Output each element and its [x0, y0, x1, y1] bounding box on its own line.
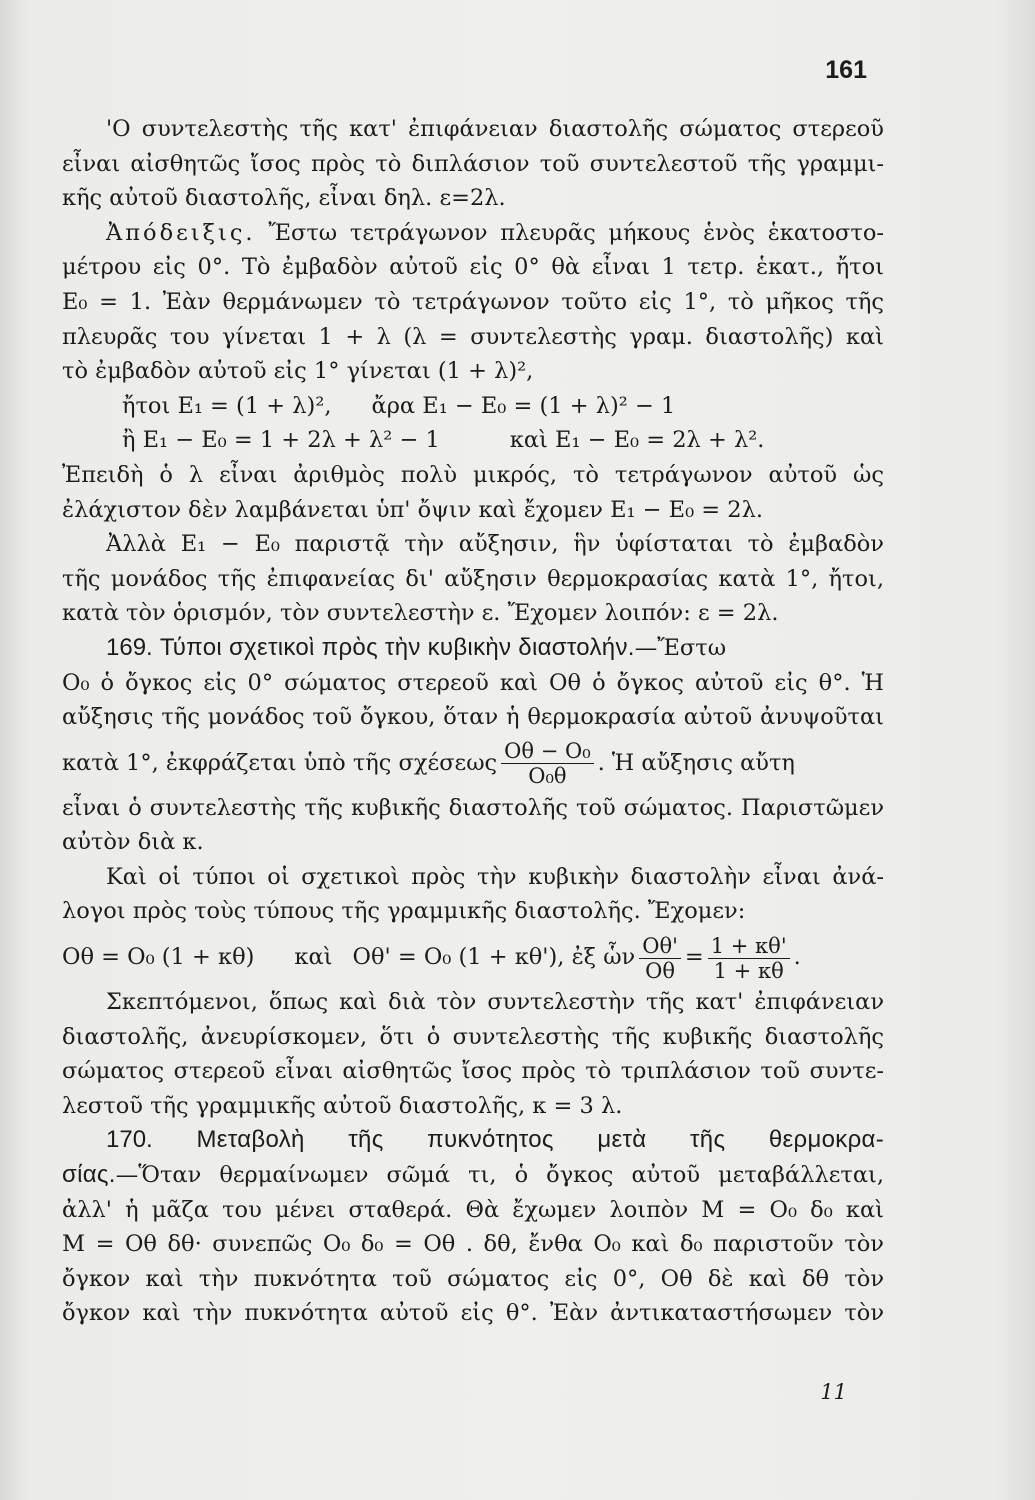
formula-line: [62, 929, 884, 985]
text-line: M = Oθ δθ· συνεπῶς O₀ δ₀ = Oθ . δθ, ἔνθα O₀ καὶ δ₀ παριστοῦν τὸν: [62, 1231, 884, 1258]
fraction-numerator: Oθ − O₀: [501, 739, 593, 764]
equation-line: [62, 423, 884, 458]
section-lead: —Ἔστω: [634, 634, 727, 661]
fraction: [708, 934, 790, 983]
formula: Oθ = O₀ (1 + κθ): [62, 944, 255, 971]
signature-mark: 11: [820, 1380, 847, 1404]
text-line: κῆς αὐτοῦ διαστολῆς, εἶναι δηλ. ε=2λ.: [62, 185, 506, 212]
text-line: κατὰ τὸν ὁρισμόν, τὸν συντελεστὴν ε. Ἔχομεν λοιπόν: ε = 2λ.: [62, 600, 779, 627]
text-line: ὄγκον καὶ τὴν πυκνότητα τοῦ σώματος εἰς 0°, Oθ δὲ καὶ δθ τὸν: [62, 1265, 884, 1292]
text-line: πλευρᾶς του γίνεται 1 + λ (λ = συντελεστὴς γραμ. διαστολῆς) καὶ: [62, 323, 884, 350]
text-line: Ἐπειδὴ ὁ λ εἶναι ἀριθμὸς πολὺ μικρός, τὸ τετράγωνον αὐτοῦ ὡς: [62, 461, 884, 488]
section-title: σίας.: [62, 1161, 116, 1189]
fraction-denominator: O₀θ: [528, 764, 567, 789]
equation: ἤτοι E₁ = (1 + λ)²,: [122, 392, 332, 419]
formula-and: καὶ: [294, 944, 333, 971]
fraction-denominator: Oθ: [645, 958, 675, 983]
proof-label: Ἀπόδειξις.: [106, 219, 256, 246]
text-line: 'Ο συντελεστὴς τῆς κατ' ἐπιφάνειαν διαστολῆς σώματος στερεοῦ: [106, 116, 884, 142]
text-line: ἀλλ' ἡ μᾶζα του μένει σταθερά. Θὰ ἔχωμεν λοιπὸν M = O₀ δ₀ καὶ: [62, 1196, 884, 1223]
section-number: 169.: [106, 633, 153, 661]
formula-end: .: [793, 944, 801, 971]
text-line: αὐτὸν διὰ κ.: [62, 829, 204, 856]
text-line: Καὶ οἱ τύποι οἱ σχετικοὶ πρὸς τὴν κυβικὴν διαστολὴν εἶναι ἀνά-: [106, 863, 884, 890]
section-heading-169: [62, 631, 884, 666]
text-line: διαστολῆς, ἀνευρίσκομεν, ὅτι ὁ συντελεστὴς τῆς κυβικῆς διαστολῆς: [62, 1023, 884, 1050]
ratio-line: [62, 735, 884, 791]
fraction: [501, 739, 593, 788]
text-line: ἐλάχιστον δὲν λαμβάνεται ὑπ' ὄψιν καὶ ἔχομεν E₁ − E₀ = 2λ.: [62, 496, 764, 523]
fraction-numerator: Oθ': [639, 934, 681, 959]
text-line: τῆς μονάδος τῆς ἐπιφανείας δι' αὔξησιν θερμοκρασίας κατὰ 1°, ἤτοι,: [62, 565, 884, 592]
page-number: 161: [825, 56, 867, 84]
text-line: Ἀλλὰ E₁ − E₀ παριστᾷ τὴν αὔξησιν, ἣν ὑφίσταται τὸ ἐμβαδὸν: [106, 531, 884, 558]
text-line: E₀ = 1. Ἐὰν θερμάνωμεν τὸ τετράγωνον τοῦτο εἰς 1°, τὸ μῆκος τῆς: [62, 288, 884, 315]
text-line: λογοι πρὸς τοὺς τύπους τῆς γραμμικῆς διαστολῆς. Ἔχομεν:: [62, 898, 746, 925]
equation-line: [62, 389, 884, 424]
equation: ἄρα E₁ − E₀ = (1 + λ)² − 1: [371, 392, 676, 419]
page-text: [62, 112, 884, 1331]
text-line: μέτρου εἰς 0°. Τὸ ἐμβαδὸν αὐτοῦ εἰς 0° θὰ εἶναι 1 τετρ. ἑκατ., ἤτοι: [62, 254, 884, 281]
text-line: Σκεπτόμενοι, ὅπως καὶ διὰ τὸν συντελεστὴν τῆς κατ' ἐπιφάνειαν: [106, 989, 884, 1016]
section-heading-170-cont: [62, 1158, 884, 1193]
section-number: 170.: [106, 1126, 153, 1154]
fraction-numerator: 1 + κθ': [708, 934, 790, 959]
section-heading-170: [62, 1123, 884, 1158]
equation: ἢ E₁ − E₀ = 1 + 2λ + λ² − 1: [122, 427, 440, 454]
text-line: εἶναι αἰσθητῶς ἴσος πρὸς τὸ διπλάσιον τοῦ συντελεστοῦ τῆς γραμμι-: [62, 150, 884, 177]
text-line: αὔξησις τῆς μονάδος τοῦ ὄγκου, ὅταν ἡ θερμοκρασία αὐτοῦ ἀνυψοῦται: [62, 704, 884, 731]
formula-equals: =: [684, 944, 704, 971]
ratio-text: . Ἡ αὔξησις αὔτη: [597, 749, 795, 776]
section-title: Τύποι σχετικοὶ πρὸς τὴν κυβικὴν διαστολήν.: [159, 633, 635, 661]
formula-from: ἐξ ὧν: [571, 944, 636, 971]
text-line: σώματος στερεοῦ εἶναι αἰσθητῶς ἴσος πρὸς τὸ τριπλάσιον τοῦ συντε-: [62, 1058, 884, 1085]
formula: Oθ' = O₀ (1 + κθ'),: [352, 944, 565, 971]
proof-text: Ἔστω τετράγωνον πλευρᾶς μήκους ἑνὸς ἑκατοστο-: [268, 219, 884, 246]
ratio-text: κατὰ 1°, ἐκφράζεται ὑπὸ τῆς σχέσεως: [62, 749, 498, 776]
text-line: O₀ ὁ ὄγκος εἰς 0° σώματος στερεοῦ καὶ Oθ ὁ ὄγκος αὐτοῦ εἰς θ°. Ἡ: [62, 669, 884, 696]
section-lead: —Ὅταν θερμαίνωμεν σῶμά τι, ὁ ὄγκος αὐτοῦ μεταβάλλεται,: [115, 1162, 884, 1189]
section-title: Μεταβολὴ τῆς πυκνότητος μετὰ τῆς θερμοκρα-: [196, 1126, 884, 1154]
text-line: λεστοῦ τῆς γραμμικῆς αὐτοῦ διαστολῆς, κ = 3 λ.: [62, 1092, 623, 1119]
text-line: ὄγκον καὶ τὴν πυκνότητα αὐτοῦ εἰς θ°. Ἐὰν ἀντικαταστήσωμεν τὸν: [62, 1300, 884, 1327]
fraction-denominator: 1 + κθ: [713, 958, 784, 983]
equation: καὶ E₁ − E₀ = 2λ + λ².: [509, 427, 765, 454]
text-line: τὸ ἐμβαδὸν αὐτοῦ εἰς 1° γίνεται (1 + λ)²,: [62, 358, 534, 385]
fraction: [639, 934, 681, 983]
proof-line: [62, 216, 884, 251]
text-line: εἶναι ὁ συντελεστὴς τῆς κυβικῆς διαστολῆς τοῦ σώματος. Παριστῶμεν: [62, 794, 884, 821]
